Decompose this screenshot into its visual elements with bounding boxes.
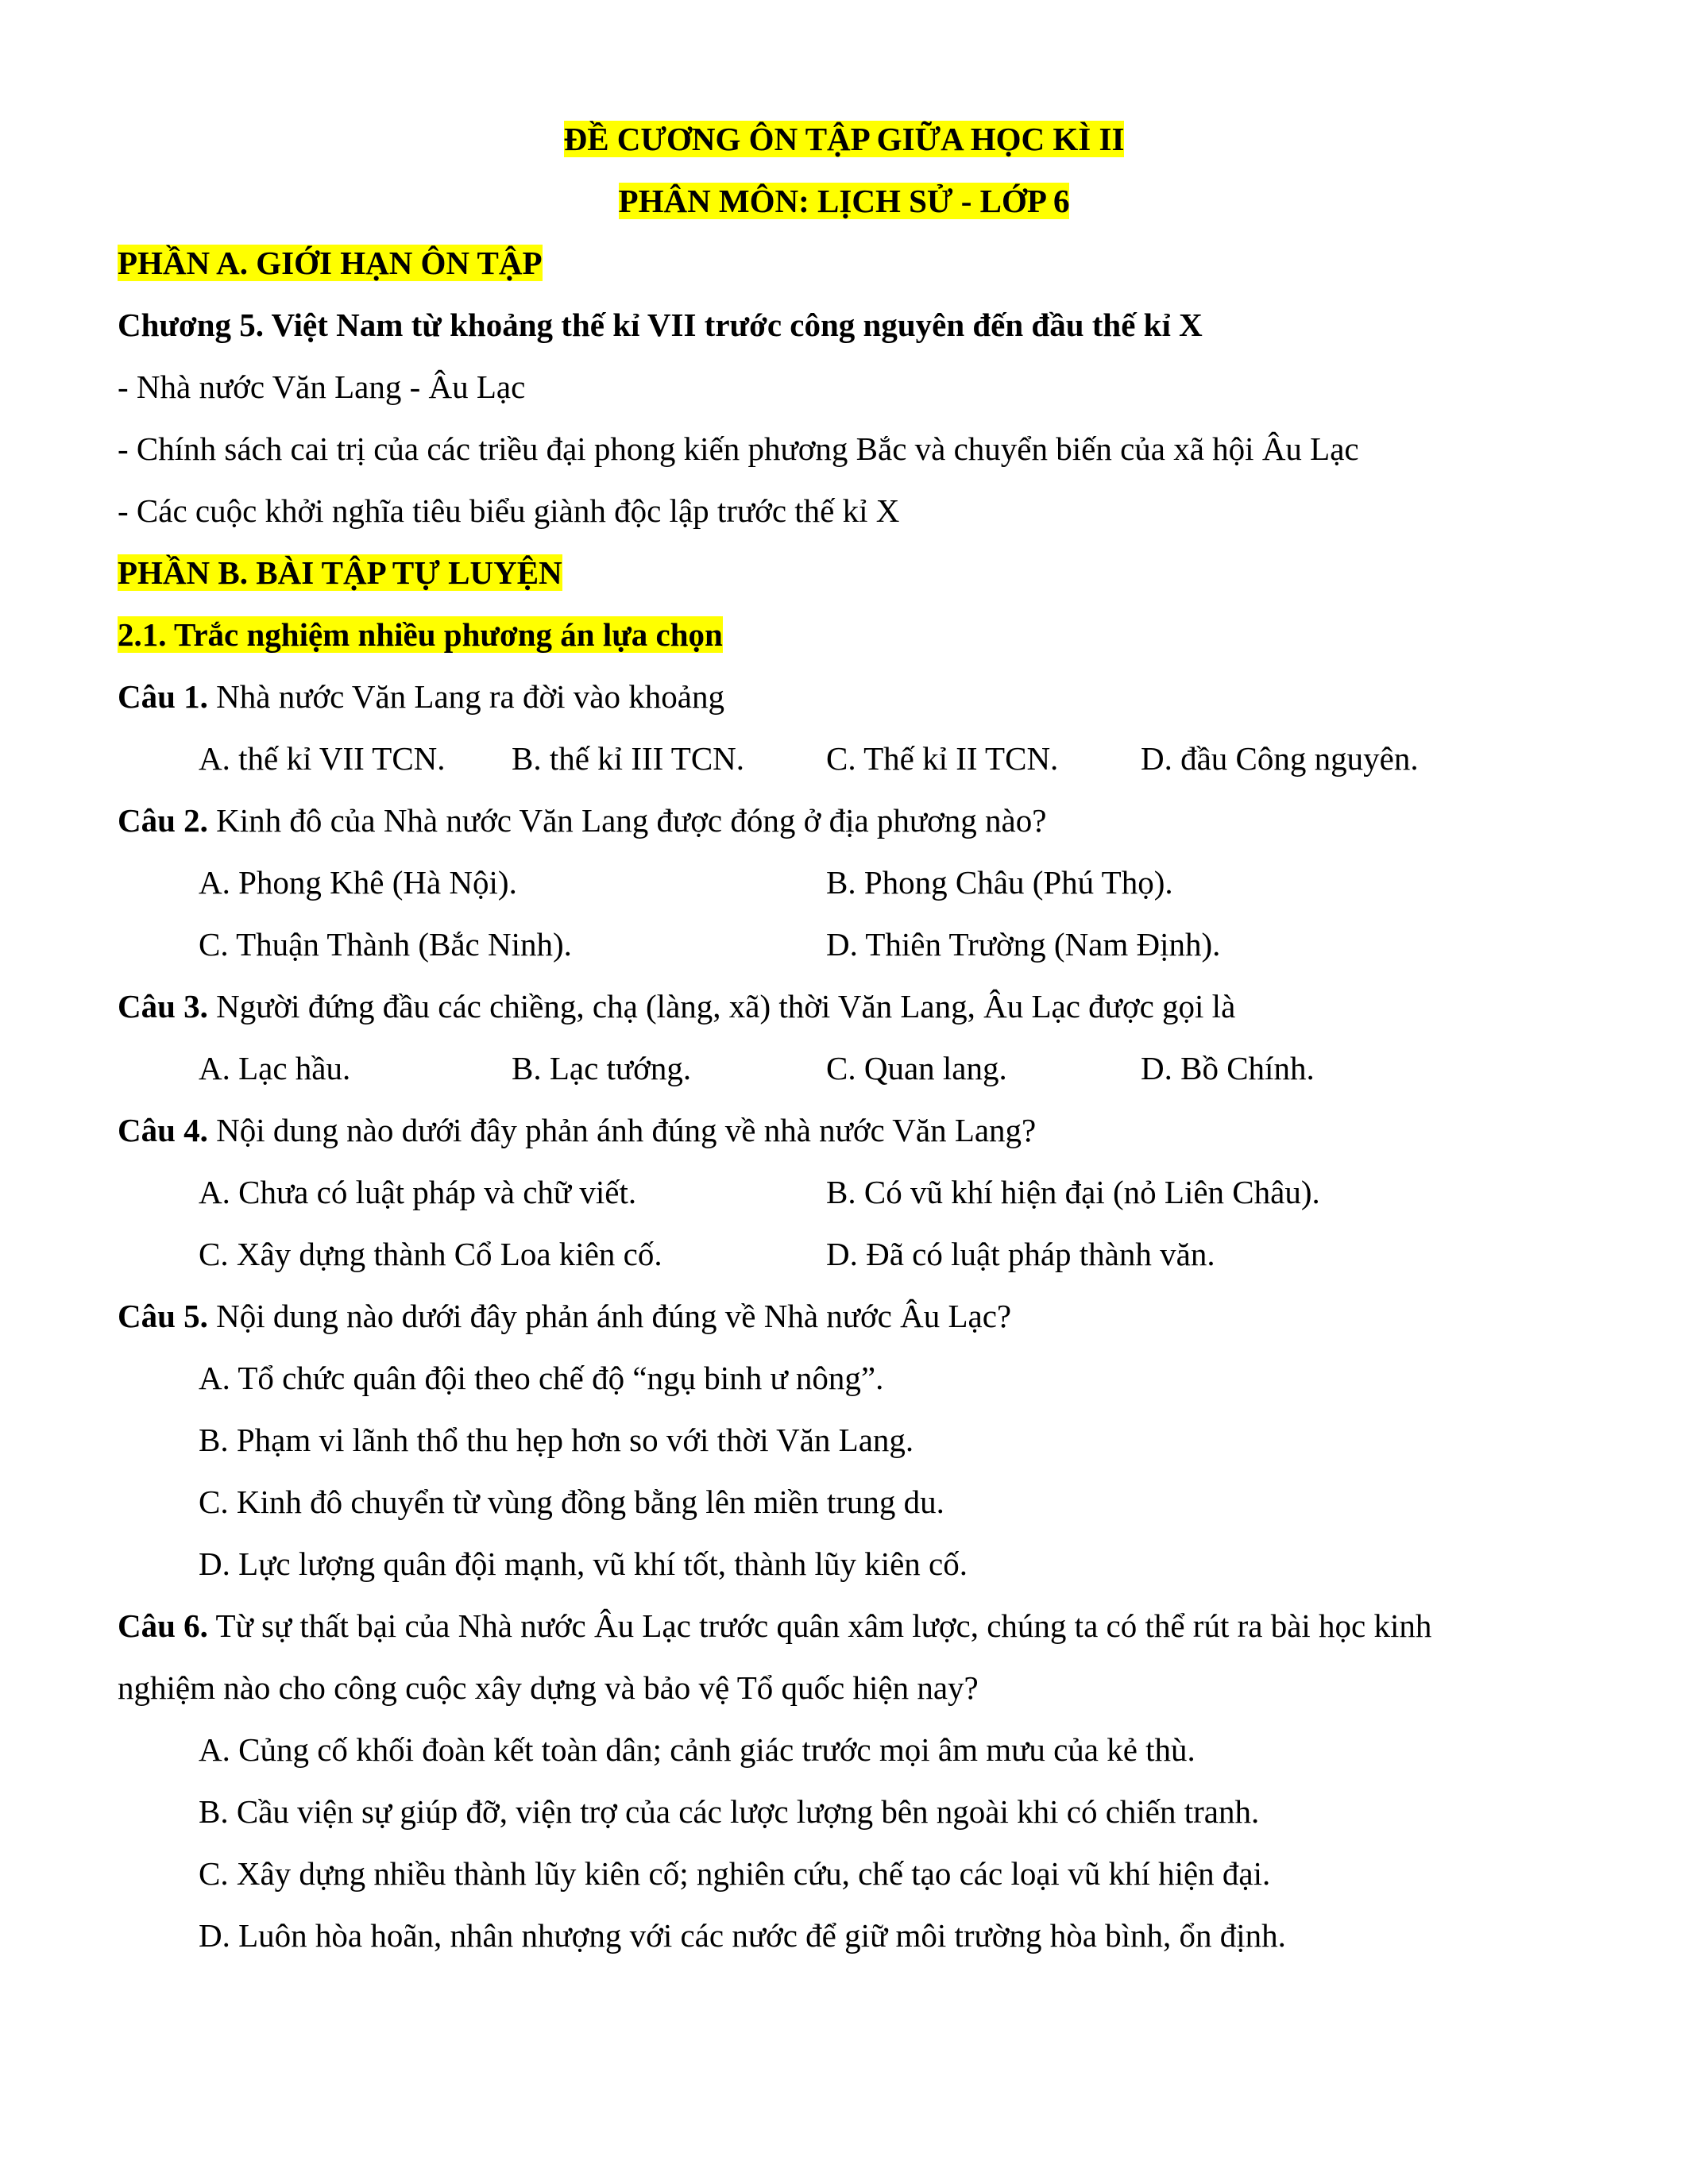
- answer-option: A. Tổ chức quân đội theo chế độ “ngụ binh ư nông”.: [199, 1360, 884, 1396]
- question-number: Câu 4.: [118, 1112, 208, 1148]
- answer-option: B. Phong Châu (Phú Thọ).: [826, 864, 1173, 901]
- part-a-heading-line: [0, 243, 1688, 283]
- question-number: Câu 1.: [118, 678, 208, 715]
- answer-option: A. Chưa có luật pháp và chữ viết.: [199, 1174, 637, 1210]
- scope-item: - Chính sách cai trị của các triều đại phong kiến phương Bắc và chuyển biến của xã hội Âu Lạc: [118, 430, 1359, 467]
- answer-option: C. Thế kỉ II TCN.: [826, 740, 1059, 777]
- part-b-heading-line: [0, 553, 1688, 592]
- answer-option: B. Phạm vi lãnh thổ thu hẹp hơn so với thời Văn Lang.: [199, 1422, 914, 1458]
- question-3: [0, 986, 1688, 1026]
- document-title: ĐỀ CƯƠNG ÔN TẬP GIỮA HỌC KÌ II: [563, 121, 1125, 157]
- answer-option: D. Lực lượng quân đội mạnh, vũ khí tốt, thành lũy kiên cố.: [199, 1545, 968, 1582]
- answer-option: D. Thiên Trường (Nam Định).: [826, 926, 1221, 963]
- chapter-heading: Chương 5. Việt Nam từ khoảng thế kỉ VII trước công nguyên đến đầu thế kỉ X: [118, 307, 1203, 343]
- document-title-line: [0, 119, 1688, 159]
- answer-option: B. Cầu viện sự giúp đỡ, viện trợ của các lược lượng bên ngoài khi có chiến tranh.: [199, 1793, 1260, 1830]
- question-1: [0, 677, 1688, 716]
- question-text: Kinh đô của Nhà nước Văn Lang được đóng ở địa phương nào?: [216, 802, 1047, 839]
- answer-option: C. Xây dựng nhiều thành lũy kiên cố; nghiên cứu, chế tạo các loại vũ khí hiện đại.: [199, 1855, 1271, 1892]
- question-text: Người đứng đầu các chiềng, chạ (làng, xã) thời Văn Lang, Âu Lạc được gọi là: [216, 988, 1236, 1024]
- part-b-heading: PHẦN B. BÀI TẬP TỰ LUYỆN: [118, 554, 562, 591]
- question-text: Nhà nước Văn Lang ra đời vào khoảng: [207, 678, 724, 715]
- question-4: [0, 1110, 1688, 1150]
- answer-option: C. Xây dựng thành Cổ Loa kiên cố.: [199, 1236, 662, 1272]
- answer-option: A. Phong Khê (Hà Nội).: [199, 864, 517, 901]
- document-subtitle: PHÂN MÔN: LỊCH SỬ - LỚP 6: [618, 183, 1070, 219]
- question-5: [0, 1296, 1688, 1336]
- question-2: [0, 801, 1688, 840]
- answer-option: B. Lạc tướng.: [512, 1050, 692, 1086]
- answer-option: A. thế kỉ VII TCN.: [199, 740, 446, 777]
- answer-option: C. Quan lang.: [826, 1050, 1007, 1086]
- question-text: Nội dung nào dưới đây phản ánh đúng về nhà nước Văn Lang?: [216, 1112, 1037, 1148]
- answer-option: A. Củng cố khối đoàn kết toàn dân; cảnh giác trước mọi âm mưu của kẻ thù.: [199, 1731, 1196, 1768]
- answer-option: A. Lạc hầu.: [199, 1050, 351, 1086]
- section-heading-line: [0, 615, 1688, 654]
- answer-option: C. Kinh đô chuyển từ vùng đồng bằng lên miền trung du.: [199, 1484, 944, 1520]
- question-number: Câu 6.: [118, 1607, 208, 1644]
- answer-option: D. Bồ Chính.: [1141, 1050, 1315, 1086]
- scope-item: - Nhà nước Văn Lang - Âu Lạc: [118, 369, 526, 405]
- question-text: Nội dung nào dưới đây phản ánh đúng về Nhà nước Âu Lạc?: [216, 1298, 1012, 1334]
- part-a-heading: PHẦN A. GIỚI HẠN ÔN TẬP: [118, 245, 543, 281]
- answer-option: D. Luôn hòa hoãn, nhân nhượng với các nước để giữ môi trường hòa bình, ổn định.: [199, 1917, 1286, 1954]
- question-text: Từ sự thất bại của Nhà nước Âu Lạc trước quân xâm lược, chúng ta có thể rút ra bài học kinh: [215, 1607, 1432, 1644]
- section-heading: 2.1. Trắc nghiệm nhiều phương án lựa chọn: [118, 616, 723, 653]
- question-number: Câu 3.: [118, 988, 208, 1024]
- answer-option: B. thế kỉ III TCN.: [512, 740, 745, 777]
- question-number: Câu 5.: [118, 1298, 208, 1334]
- question-6: [0, 1606, 1688, 1646]
- answer-option: C. Thuận Thành (Bắc Ninh).: [199, 926, 572, 963]
- question-number: Câu 2.: [118, 802, 208, 839]
- answer-option: D. Đã có luật pháp thành văn.: [826, 1236, 1215, 1272]
- document-subtitle-line: [0, 181, 1688, 221]
- answer-option: D. đầu Công nguyên.: [1141, 740, 1419, 777]
- scope-item: - Các cuộc khởi nghĩa tiêu biểu giành độc lập trước thế kỉ X: [118, 492, 900, 529]
- answer-option: B. Có vũ khí hiện đại (nỏ Liên Châu).: [826, 1174, 1320, 1210]
- question-6-continuation: nghiệm nào cho công cuộc xây dựng và bảo vệ Tổ quốc hiện nay?: [118, 1669, 979, 1706]
